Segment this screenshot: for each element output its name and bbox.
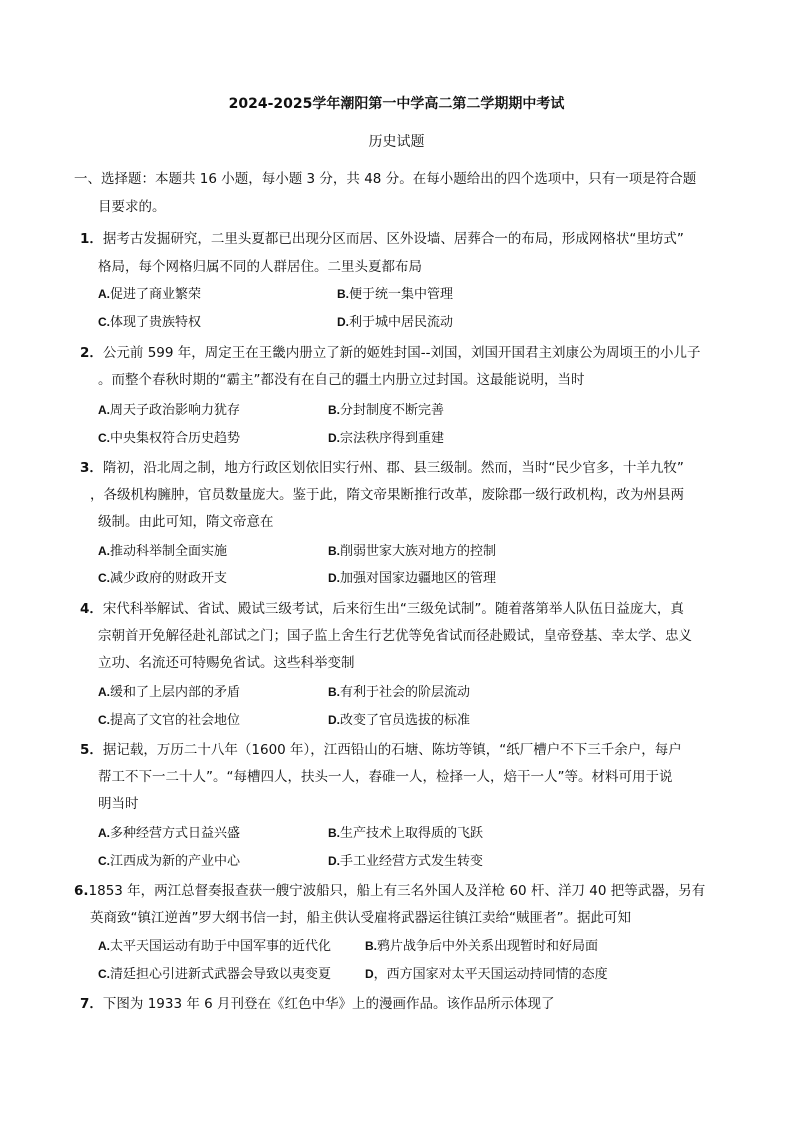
- question-2-option-d: D.宗法秩序得到重建: [328, 431, 445, 446]
- question-1-line1: [80, 230, 684, 248]
- question-1-option-a: A.促进了商业繁荣: [98, 287, 202, 302]
- question-1-text-1: 据考古发掘研究，二里头夏都已出现分区而居、区外设墙、居葬合一的布局，形成网格状“里坊式”: [102, 231, 684, 247]
- question-2-option-a: A.周天子政治影响力犹存: [98, 403, 241, 418]
- question-5-line1: [80, 741, 682, 759]
- question-4-option-d: D.改变了官员选拔的标准: [328, 713, 471, 728]
- question-5-option-c: C.江西成为新的产业中心: [98, 854, 241, 869]
- question-4-line1: [80, 600, 684, 618]
- question-5-option-a: A.多种经营方式日益兴盛: [98, 826, 241, 841]
- question-4-line2: 宗朝首开免解径赴礼部试之门；国子监上舍生行艺优等免省试而径赴殿试，皇帝登基、幸太学、忠义: [98, 628, 692, 644]
- question-5-option-b: B.生产技术上取得质的飞跃: [328, 826, 484, 841]
- question-2-text-1: 公元前 599 年，周定王在王畿内册立了新的姬姓封国--刘国，刘国开国君主刘康公为周顷王的小儿子: [102, 345, 701, 361]
- question-3-line3: 级制。由此可知，隋文帝意在: [98, 514, 274, 530]
- question-3-text-1: 隋初，沿北周之制，地方行政区划依旧实行州、郡、县三级制。然而，当时“民少官多，十羊九牧”: [102, 460, 684, 476]
- section-instruction-line1: 一、选择题：本题共 16 小题，每小题 3 分，共 48 分。在每小题给出的四个选项中，只有一项是符合题: [74, 171, 697, 187]
- question-4-line3: 立功、名流还可特赐免省试。这些科举变制: [98, 655, 355, 671]
- question-5-line3: 明当时: [98, 796, 139, 812]
- question-2-option-b: B.分封制度不断完善: [328, 403, 445, 418]
- question-5-number: 5．: [80, 742, 103, 758]
- question-1-option-d: D.利于城中居民流动: [337, 315, 454, 330]
- exam-title: 2024-2025学年潮阳第一中学高二第二学期期中考试: [228, 96, 565, 112]
- question-3-line2: ，各级机构臃肿，官员数量庞大。鉴于此，隋文帝果断推行改革，废除郡一级行政机构，改为州县两: [90, 487, 684, 503]
- question-3-number: 3．: [80, 460, 103, 476]
- question-3-option-b: B.削弱世家大族对地方的控制: [328, 544, 497, 559]
- question-6-option-b: B.鸦片战争后中外关系出现暂时和好局面: [365, 939, 599, 954]
- question-2-number: 2．: [80, 345, 103, 361]
- question-1-option-c: C.体现了贵族特权: [98, 315, 202, 330]
- question-3-option-a: A.推动科举制全面实施: [98, 544, 228, 559]
- question-6-line2: 英商致“镇江逆酋”罗大纲书信一封，船主供认受雇将武器运往镇江卖给“贼匪者”。据此可知: [90, 910, 631, 926]
- question-2-option-c: C.中央集权符合历史趋势: [98, 431, 241, 446]
- question-5-text-1: 据记载，万历二十八年（1600 年），江西铅山的石塘、陈坊等镇，“纸厂槽户不下三千余户，每户: [102, 742, 682, 758]
- question-4-text-1: 宋代科举解试、省试、殿试三级考试，后来衍生出“三级免试制”。随着落第举人队伍日益庞大，真: [102, 601, 684, 617]
- question-6-option-a: A.太平天国运动有助于中国军事的近代化: [98, 939, 332, 954]
- exam-subtitle: 历史试题: [368, 134, 425, 150]
- question-6-number: 6.: [74, 883, 89, 899]
- question-7-line1: [80, 995, 555, 1013]
- question-7-number: 7．: [80, 996, 103, 1012]
- question-1-option-b: B.便于统一集中管理: [337, 287, 454, 302]
- question-4-option-b: B.有利于社会的阶层流动: [328, 685, 471, 700]
- question-5-line2: 帮工不下一二十人”。“每槽四人，扶头一人，舂碓一人，检择一人，焙干一人”等。材料可用于说: [98, 769, 673, 785]
- question-2-line1: [80, 344, 701, 362]
- question-1-number: 1．: [80, 231, 103, 247]
- question-5-option-d: D.手工业经营方式发生转变: [328, 854, 484, 869]
- section-instruction-line2: 目要求的。: [98, 199, 166, 215]
- question-4-option-c: C.提高了文官的社会地位: [98, 713, 241, 728]
- question-1-line2: 格局，每个网格归属不同的人群居住。二里头夏都布局: [98, 259, 422, 275]
- question-6-line1: [74, 882, 705, 900]
- question-3-option-c: C.减少政府的财政开支: [98, 571, 228, 586]
- question-6-text-1: 1853 年，两江总督奏报查获一艘宁波船只，船上有三名外国人及洋枪 60 杆、洋刀 40 把等武器，另有: [88, 883, 706, 899]
- question-4-number: 4．: [80, 601, 103, 617]
- question-4-option-a: A.缓和了上层内部的矛盾: [98, 685, 241, 700]
- question-7-text-1: 下图为 1933 年 6 月刊登在《红色中华》上的漫画作品。该作品所示体现了: [102, 996, 555, 1012]
- question-3-option-d: D.加强对国家边疆地区的管理: [328, 571, 497, 586]
- question-2-line2: 。而整个春秋时期的“霸主”都没有在自己的疆土内册立过封国。这最能说明，当时: [98, 372, 585, 388]
- question-6-option-d: D，西方国家对太平天国运动持同情的态度: [365, 967, 608, 982]
- question-3-line1: [80, 459, 684, 477]
- question-6-option-c: C.清廷担心引进新式武器会导致以夷变夏: [98, 967, 332, 982]
